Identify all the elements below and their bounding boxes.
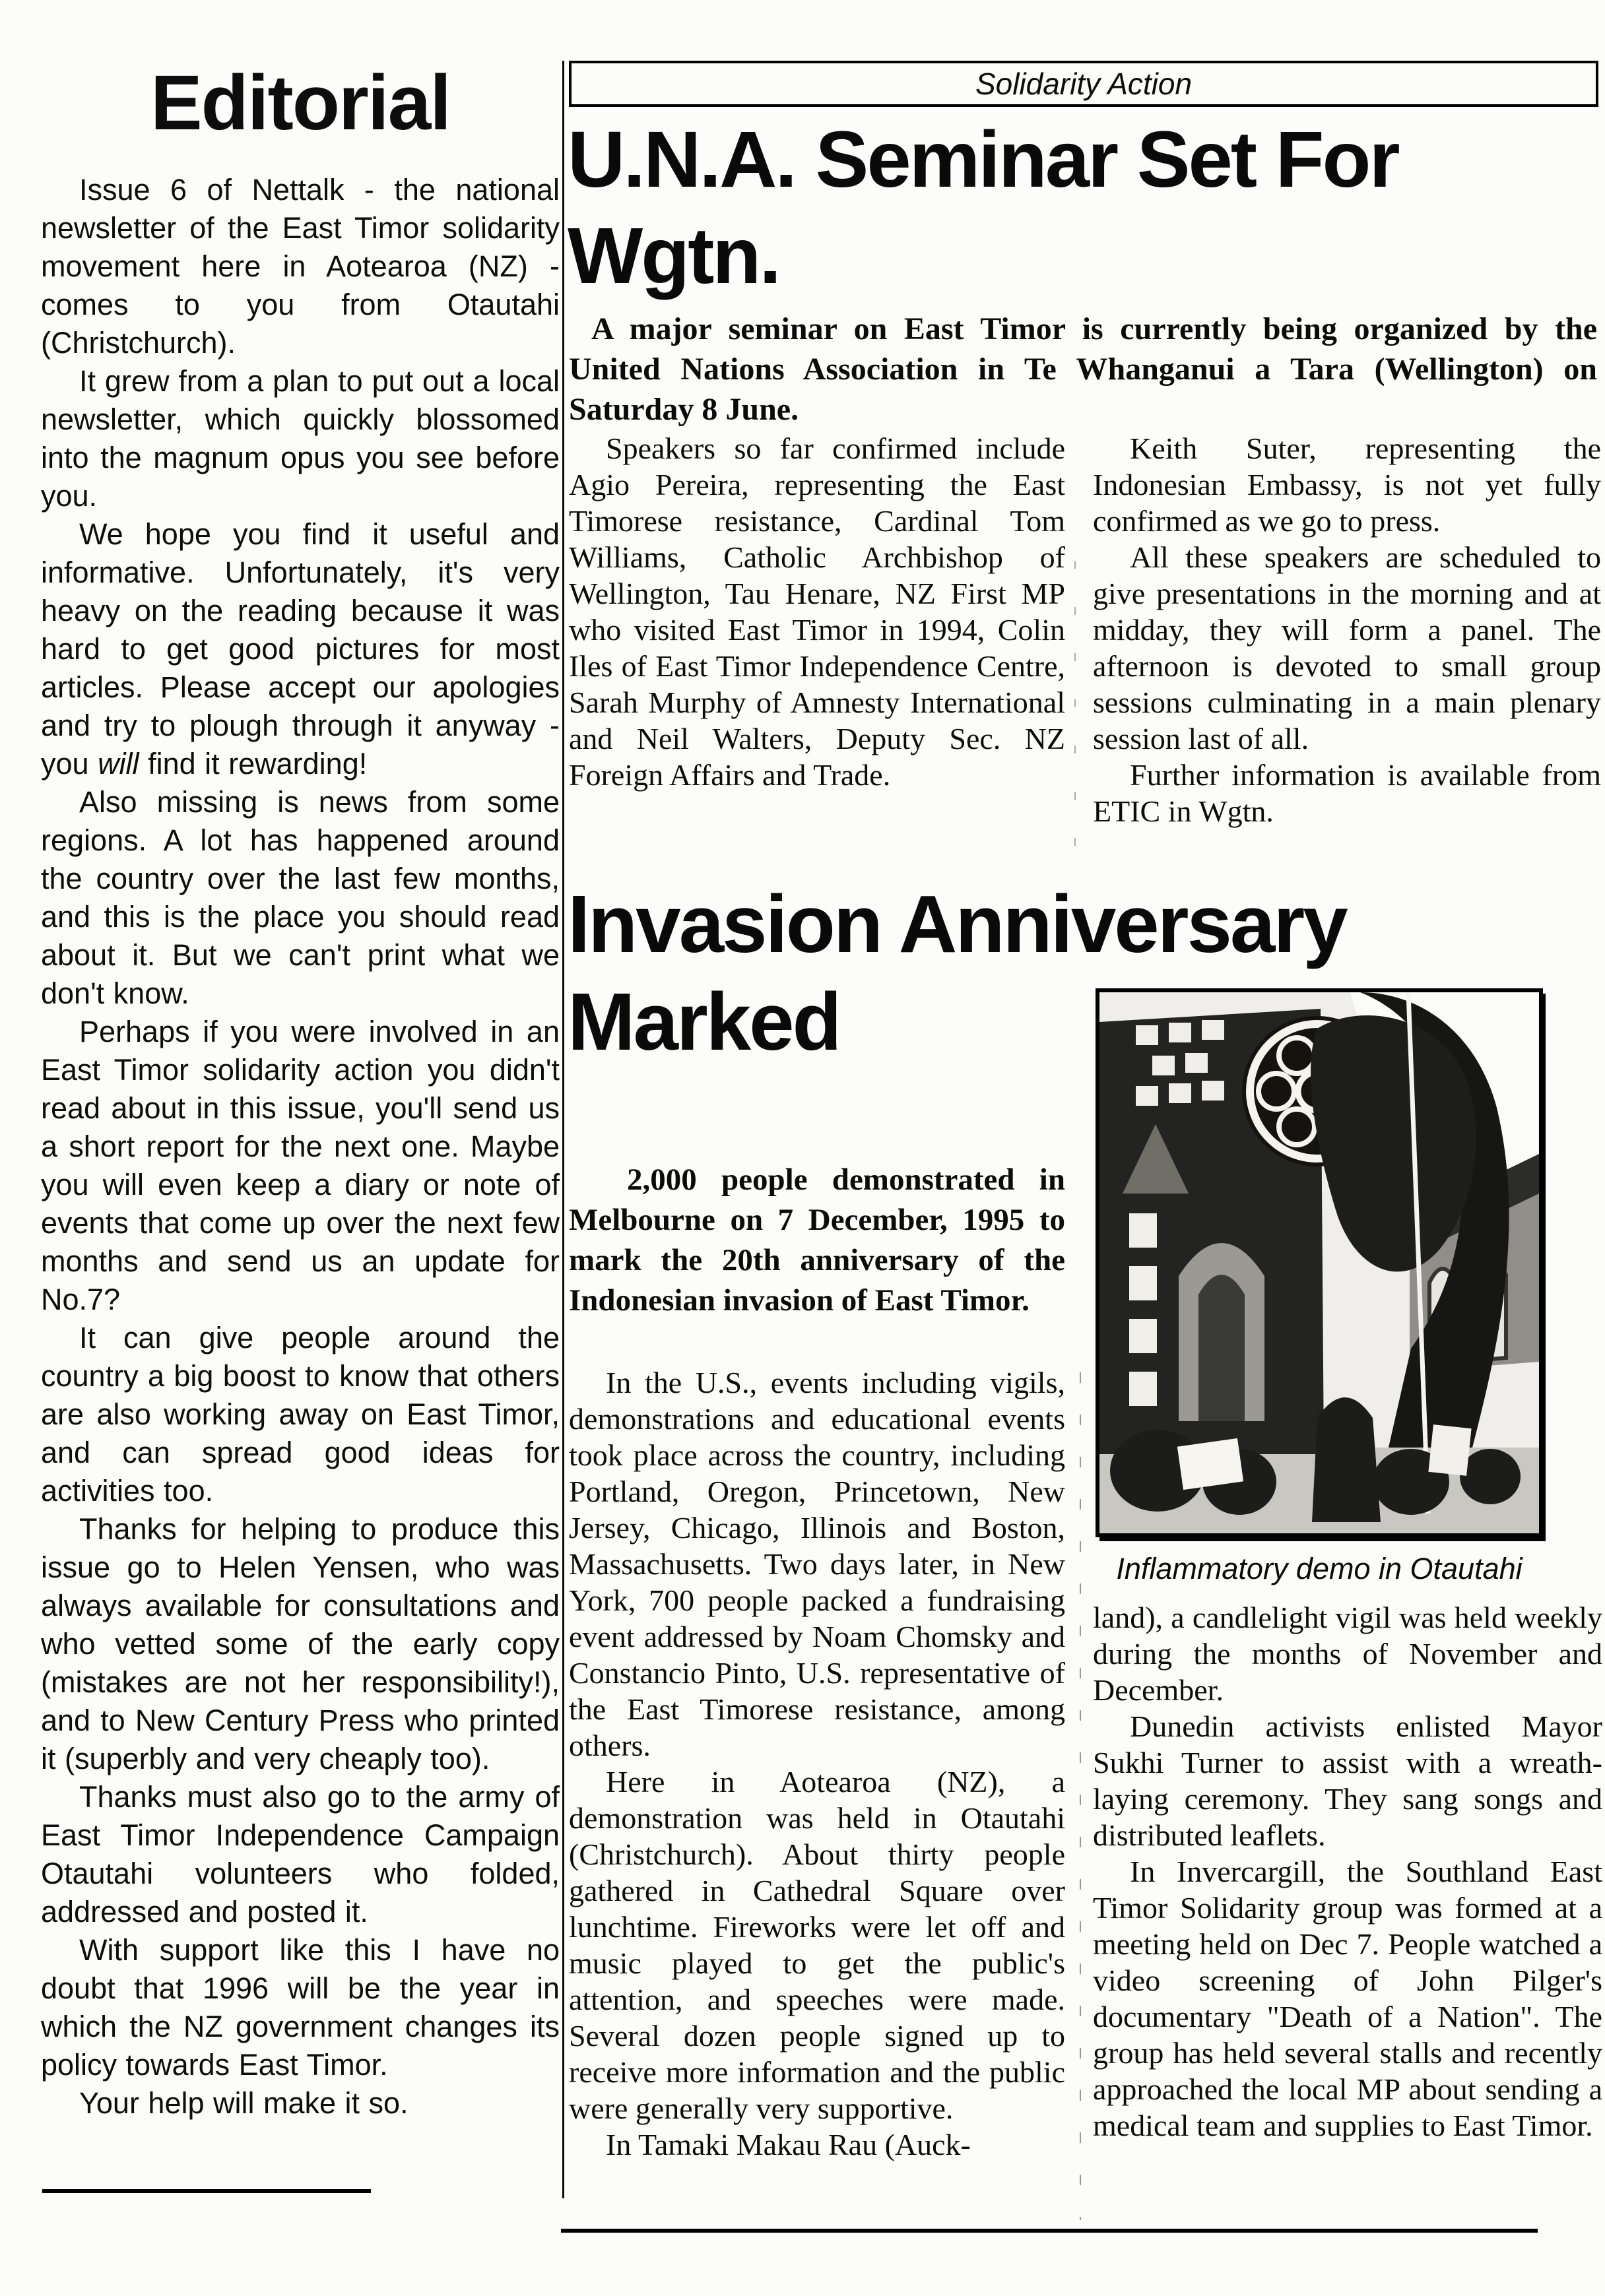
paragraph: All these speakers are scheduled to give presentations in the morning and at midday, they will form a panel. The afternoon is devoted to small group sessions culminating in a main plenary session last of all.	[1093, 540, 1601, 755]
invasion-headline: Invasion Anniversary Marked	[568, 879, 1346, 1068]
paragraph: Speakers so far confirmed include Agio Pereira, representing the East Timorese resistance, Cardinal Tom Williams, Catholic Archbishop of Wellington, Tau Henare, NZ First MP who visited East Timor in 1994, Colin Iles of East Timor Independence Centre, Sarah Murphy of Amnesty International and Neil Walters, Deputy Sec. NZ Foreign Affairs and Trade.	[569, 431, 1065, 792]
paragraph: Further information is available from ETIC in Wgtn.	[1093, 758, 1601, 828]
paragraph: In Invercargill, the Southland East Timor Solidarity group was formed at a meeting held on Dec 7. People watched a video screening of John Pilger's documentary "Death of a Nation". The group has held several stalls and recently approached the local MP about sending a medical team and supplies to East Timor.	[1093, 1855, 1602, 2142]
invasion-column-1	[569, 1364, 1065, 2163]
paragraph: We hope you find it useful and informative. Unfortunately, it's very heavy on the reading because it was hard to get good pictures for most articles. Please accept our apologies and try to plough through it anyway - you will find it rewarding!	[41, 517, 560, 781]
una-seminar-intro: A major seminar on East Timor is currently being organized by the United Nations Association in Te Whanganui a Tara (Wellington) on Saturday 8 June.	[569, 311, 1597, 427]
editorial-column	[41, 59, 560, 2122]
solidarity-action-label: Solidarity Action	[975, 67, 1193, 101]
paragraph: Thanks for helping to produce this issue go to Helen Yensen, who was always available for consultations and who vetted some of the early copy (mistakes are not her responsibility!), and to New Century Press who printed it (superbly and very cheaply too).	[41, 1512, 560, 1775]
una-seminar-column-2	[1093, 430, 1601, 829]
paragraph: Here in Aotearoa (NZ), a demonstration was held in Otautahi (Christchurch). About thirty people gathered in Cathedral Square over lunchtime. Fireworks were let off and music played to get the public's attention, and speeches were made. Several dozen people signed up to receive more information and the public were generally very supportive.	[569, 1765, 1065, 2125]
paragraph: Thanks must also go to the army of East Timor Independence Campaign Otautahi volunteers who folded, addressed and posted it.	[41, 1779, 560, 1929]
paragraph: Keith Suter, representing the Indonesian Embassy, is not yet fully confirmed as we go to press.	[1093, 431, 1601, 538]
paragraph: Also missing is news from some regions. A lot has happened around the country over the last few months, and this is the place you should read about it. But we can't print what we don't know.	[41, 784, 560, 1010]
una-seminar-headline: U.N.A. Seminar Set For Wgtn.	[568, 114, 1398, 300]
paragraph: land), a candlelight vigil was held weekly during the months of November and December.	[1093, 1601, 1602, 1707]
paragraph: Perhaps if you were involved in an East Timor solidarity action you didn't read about in this issue, you'll send us a short report for the next one. Maybe you will even keep a diary or note of events that come up over the next few months and send us an update for No.7?	[41, 1014, 560, 1316]
editorial-body	[41, 171, 560, 2122]
paragraph: With support like this I have no doubt that 1996 will be the year in which the NZ government changes its policy towards East Timor.	[41, 1932, 560, 2082]
editorial-title: Editorial	[150, 59, 451, 146]
una-column-gap-rule	[1074, 561, 1076, 851]
invasion-intro: 2,000 people demonstrated in Melbourne on 7 December, 1995 to mark the 20th anniversary of the Indonesian invasion of East Timor.	[569, 1163, 1065, 1318]
paragraph: In the U.S., events including vigils, demonstrations and educational events took place across the country, including Portland, Oregon, Princetown, New Jersey, Chicago, Illinois and Boston, Massachusetts. Two days later, in New York, 700 people packed a fundraising event addressed by Noam Chomsky and Constancio Pinto, U.S. representative of the East Timorese resistance, among others.	[569, 1366, 1065, 1762]
demo-photo-frame	[1096, 988, 1543, 1537]
paragraph: Issue 6 of Nettalk - the national newsletter of the East Timor solidarity movement here in Aotearoa (NZ) - comes to you from Otautahi (Christchurch).	[41, 172, 560, 360]
page-bottom-rule	[561, 2229, 1538, 2233]
invasion-column-2	[1093, 1599, 1602, 2144]
solidarity-action-banner	[569, 61, 1598, 107]
demo-photo-image	[1099, 992, 1539, 1533]
photo-caption: Inflammatory demo in Otautahi	[1116, 1552, 1523, 1585]
paragraph: It can give people around the country a big boost to know that others are also working away on East Timor, and can spread good ideas for activities too.	[41, 1320, 560, 1508]
editorial-bottom-rule	[42, 2189, 371, 2193]
invasion-column-gap-rule	[1080, 1372, 1081, 2220]
una-seminar-column-1	[569, 430, 1065, 793]
paragraph: Dunedin activists enlisted Mayor Sukhi Turner to assist with a wreath-laying ceremony. They sang songs and distributed leaflets.	[1093, 1709, 1602, 1852]
paragraph: Your help will make it so.	[79, 2086, 409, 2120]
column-divider-rule	[562, 61, 564, 2198]
paragraph: It grew from a plan to put out a local newsletter, which quickly blossomed into the magnum opus you see before you.	[41, 364, 560, 513]
paragraph: In Tamaki Makau Rau (Auck-	[606, 2128, 971, 2161]
